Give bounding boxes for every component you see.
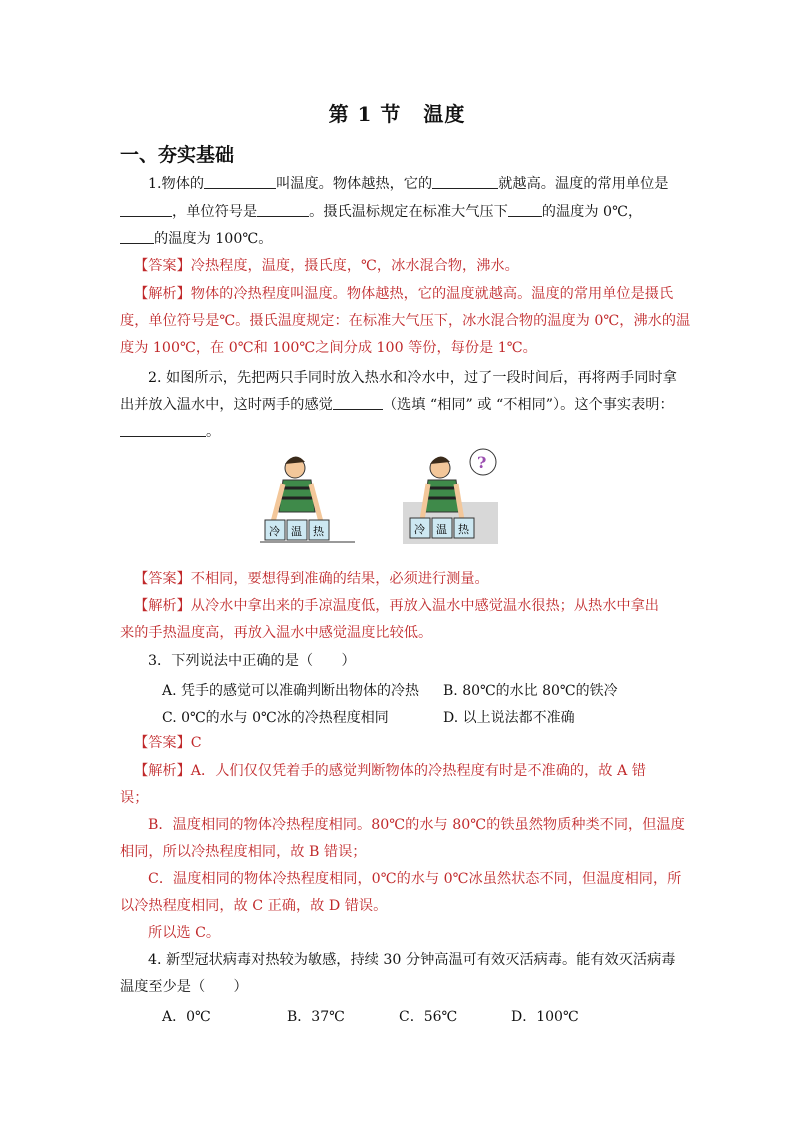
q1-answer: 【答案】冷热程度，温度，摄氏度，℃，冰水混合物，沸水。	[134, 258, 519, 274]
q3-analysis-c-line1: C．温度相同的物体冷热程度相同，0℃的水与 0℃冰虽然状态不同，但温度相同，所	[148, 871, 682, 887]
q3-analysis-c-line2: 以冷热程度相同，故 C 正确，故 D 错误。	[120, 898, 388, 914]
page-title: 第 1 节 温度	[328, 102, 466, 126]
q4-option-b: B．37℃	[287, 1009, 345, 1025]
q3-conclusion: 所以选 C。	[148, 925, 221, 941]
warm-water-label-2: 温	[436, 523, 447, 536]
q4-option-d: D．100℃	[511, 1009, 579, 1025]
q2-answer: 【答案】不相同，要想得到准确的结果，必须进行测量。	[134, 571, 489, 587]
q2-line2: 出并放入温水中，这时两手的感觉 （选填 “相同” 或 “不相同”）。这个事实表明：	[120, 397, 674, 413]
q4-line1: 4. 新型冠状病毒对热较为敏感，持续 30 分钟高温可有效灭活病毒。能有效灭活病毒	[148, 952, 676, 968]
q1-line1: 1.物体的 叫温度。物体越热，它的 就越高。温度的常用单位是	[148, 176, 669, 192]
q3-option-c: C. 0℃的水与 0℃冰的冷热程度相同	[162, 710, 389, 726]
q1-analysis-line2: 度，单位符号是℃。摄氏温度规定：在标准大气压下，冰水混合物的温度为 0℃，沸水的温	[120, 313, 691, 329]
q3-option-d: D. 以上说法都不准确	[443, 710, 575, 726]
q3-analysis-b-line1: B．温度相同的物体冷热程度相同。80℃的水与 80℃的铁虽然物质种类不同，但温度	[148, 817, 685, 833]
q3-analysis-a-line2: 误；	[120, 790, 149, 806]
q4-option-a: A．0℃	[162, 1009, 211, 1025]
q1-analysis-line3: 度为 100℃，在 0℃和 100℃之间分成 100 等份，每份是 1℃。	[120, 340, 537, 356]
q3-option-a: A. 凭手的感觉可以准确判断出物体的冷热	[162, 683, 420, 699]
q4-line2: 温度至少是（ ）	[120, 979, 248, 995]
cold-water-label: 冷	[269, 525, 280, 538]
q3-answer: 【答案】C	[134, 735, 202, 751]
q1-line2: ，单位符号是 。摄氏温标规定在标准大气压下 的温度为 0℃，	[120, 199, 642, 225]
warm-water-label: 温	[291, 525, 302, 538]
q3-option-b: B. 80℃的水比 80℃的铁冷	[443, 683, 618, 699]
section-heading: 一、夯实基础	[120, 144, 235, 166]
q3-stem: 3．下列说法中正确的是（ ）	[148, 653, 356, 669]
q2-line3: 。	[120, 419, 220, 445]
q1-line3: 的温度为 100℃。	[120, 226, 272, 252]
q2-analysis-line1: 【解析】从冷水中拿出来的手凉温度低，再放入温水中感觉温水很热；从热水中拿出	[134, 598, 659, 614]
q3-analysis-a-line1: 【解析】A．人们仅仅凭着手的感觉判断物体的冷热程度有时是不准确的，故 A 错	[134, 763, 646, 779]
svg-text:?: ?	[477, 453, 487, 472]
hand-experiment-illustration	[255, 442, 505, 562]
q2-line1: 2. 如图所示，先把两只手同时放入热水和冷水中，过了一段时间后，再将两手同时拿	[148, 370, 677, 386]
hot-water-label-2: 热	[458, 523, 469, 536]
hot-water-label: 热	[313, 525, 324, 538]
q4-option-c: C．56℃	[399, 1009, 458, 1025]
q3-analysis-b-line2: 相同，所以冷热程度相同，故 B 错误；	[120, 844, 367, 860]
q1-analysis-line1: 【解析】物体的冷热程度叫温度。物体越热，它的温度就越高。温度的常用单位是摄氏	[134, 286, 674, 302]
cold-water-label-2: 冷	[414, 523, 425, 536]
q2-analysis-line2: 来的手热温度高，再放入温水中感觉温度比较低。	[120, 625, 433, 641]
